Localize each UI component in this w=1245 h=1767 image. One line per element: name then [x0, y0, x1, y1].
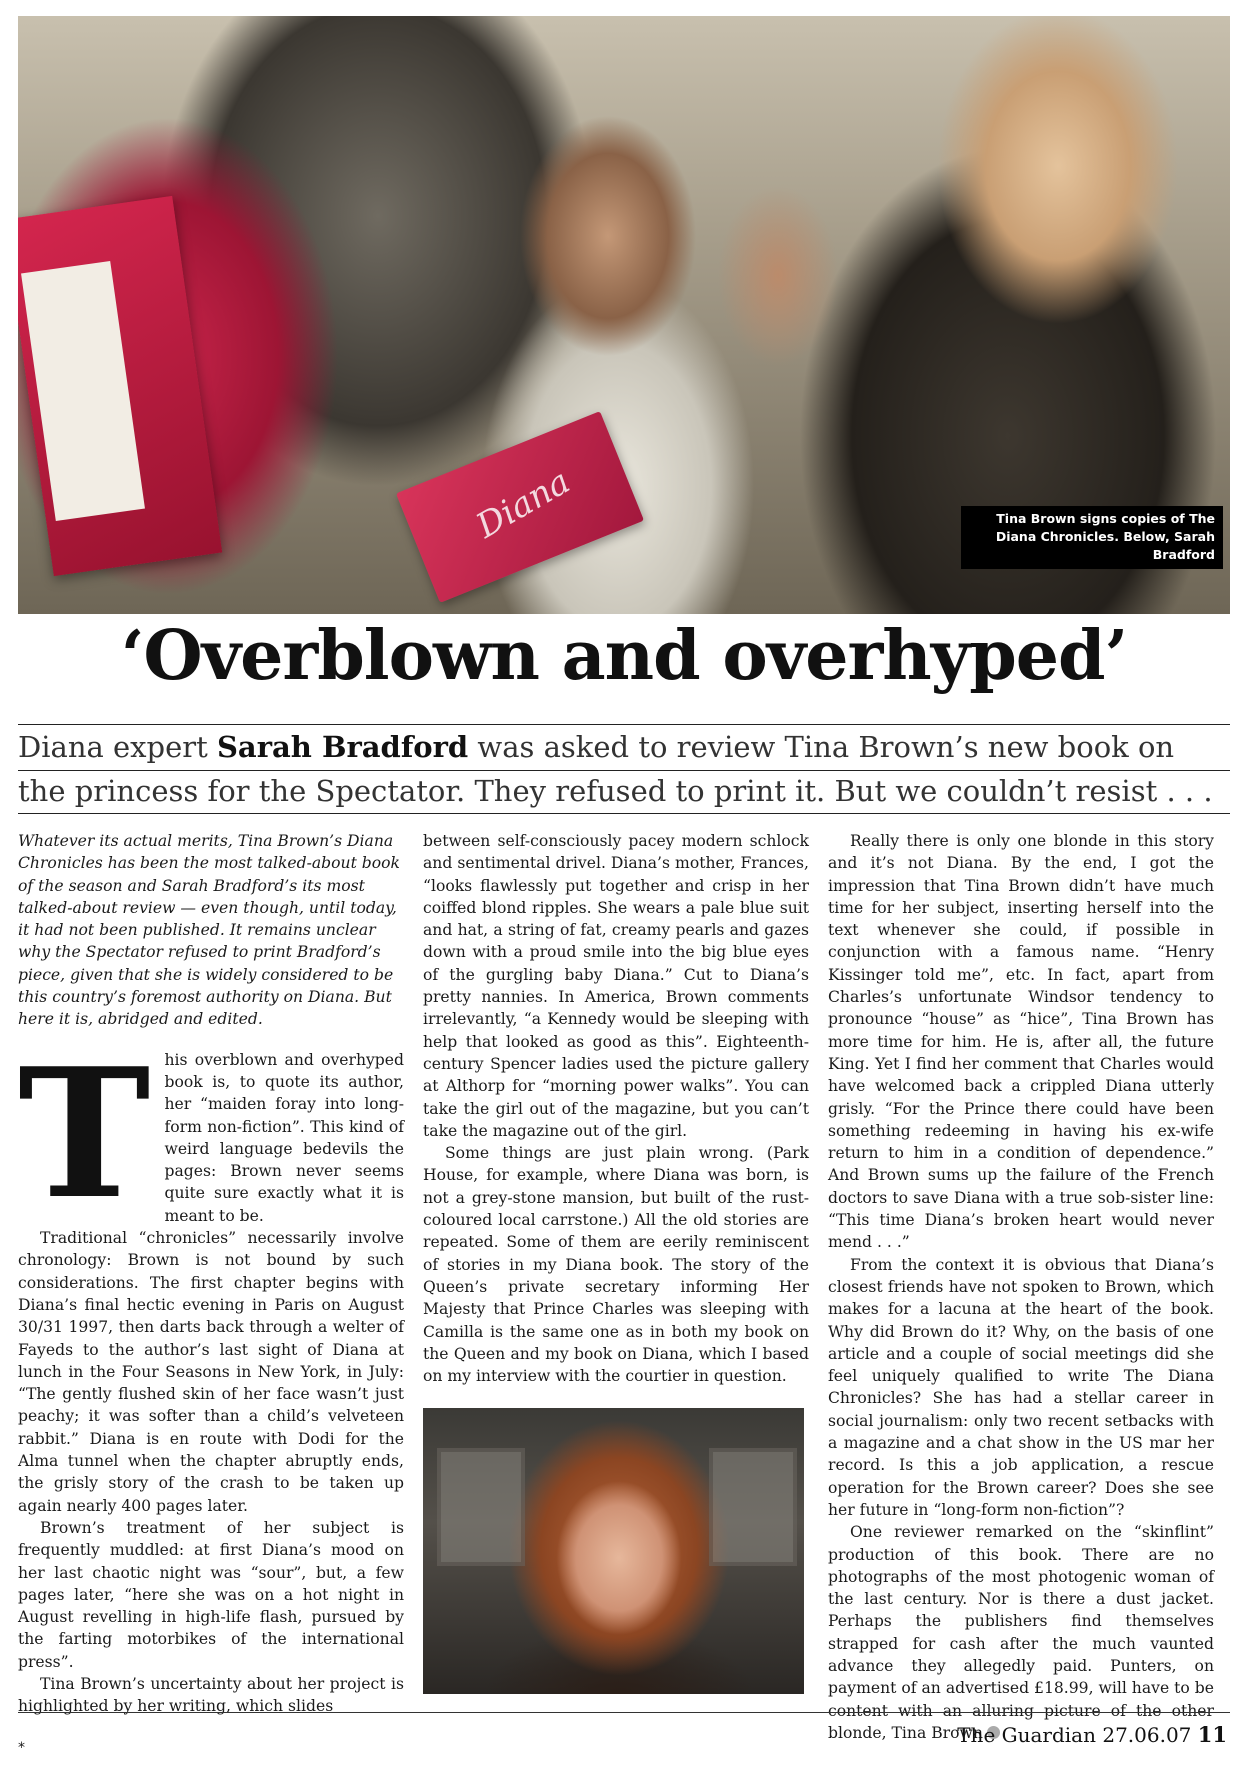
final-paragraph-text: One reviewer remarked on the “skinflint” production of this book. There are no photographs of the most photogenic woman of the last century. Nor is there a dust jacket. Perhaps the publishers find themselves strapped for cash after the much vaunted advance they allegedly paid. Punters, on payment of an advertised £18.99, will have to be content with an alluring picture of the other blonde, Tina Brown	[828, 1523, 1214, 1742]
headline: ‘Overblown and overhyped’	[120, 616, 1128, 696]
article-intro: Whatever its actual merits, Tina Brown’s Diana Chronicles has been the most talked-about book of the season and Sarah Bradford’s its most talked-about review — even though, until today, it had not been published. It remains unclear why the Spectator refused to print Bradford’s piece, given that she is widely considered to be this country’s foremost authority on Diana. But here it is, abridged and edited.	[18, 832, 401, 1029]
page-footer	[957, 1722, 1227, 1747]
article-paragraph: Brown’s treatment of her subject is frequently muddled: at first Diana’s mood on her last chaotic night was “sour”, but, a few pages later, “here she was on a hot night in August revelling in high-life flash, pursued by the farting motorbikes of the international press”.	[18, 1518, 404, 1671]
footer-rule	[18, 1712, 1230, 1713]
article-paragraph: Some things are just plain wrong. (Park House, for example, where Diana was born, is not a grey-stone mansion, but built of the rust-coloured local carrstone.) All the old stories are repeated. Some of them are eerily reminiscent of stories in my Diana book. The story of the Queen’s private secretary informing Her Majesty that Prince Charles was sleeping with Camilla is the same one as in both my book on the Queen and my book on Diana, which I based on my interview with the courtier in question.	[423, 1144, 809, 1386]
background-window	[437, 1448, 525, 1566]
article-column-1	[18, 830, 404, 1718]
footer-mark: *	[18, 1740, 25, 1756]
standfirst-author-name: Sarah Bradford	[216, 730, 469, 764]
publication-date: 27.06.07	[1102, 1723, 1192, 1747]
standfirst-line1-rest: was asked to review Tina Brown’s new book on	[477, 730, 1175, 764]
background-window	[709, 1448, 797, 1566]
article-paragraph: Really there is only one blonde in this story and it’s not Diana. By the end, I got the impression that Tina Brown didn’t have much time for her subject, inserting herself into the text whenever she could, if possible in conjunction with a famous name. “Henry Kissinger told me”, etc. In fact, apart from Charles’s unfortunate Windsor tendency to pronounce “house” as “hice”, Tina Brown has more time for him. He is, after all, the future King. Yet I find her comment that Charles would have welcomed back a crippled Diana utterly grisly. “For the Prince there could have been something redeeming in having his ex-wife return to him in a condition of dependence.” And Brown sums up the failure of the French doctors to save Diana with a true sob-sister line: “This time Diana’s broken heart would never mend . . .”	[828, 832, 1214, 1252]
article-paragraph	[828, 1521, 1214, 1744]
publication-name: The Guardian	[957, 1723, 1096, 1747]
drop-cap: T	[18, 1028, 151, 1238]
standfirst	[18, 724, 1230, 814]
article-paragraph: From the context it is obvious that Diana’s closest friends have not spoken to Brown, which makes for a lacuna at the heart of the book. Why did Brown do it? Why, on the basis of one article and a couple of social meetings did she feel uniquely qualified to write The Diana Chronicles? She has had a stellar career in social journalism: only two recent setbacks with a magazine and a chat show in the US mar her record. Is this a job application, a rescue operation for the Brown career? Does she see her future in “long-form non-fiction”?	[828, 1255, 1214, 1519]
article-paragraph: Traditional “chronicles” necessarily involve chronology: Brown is not bound by such considerations. The first chapter begins with Diana’s final hectic evening in Paris on August 30/31 1997, then darts back through a welter of Fayeds to the author’s last sight of Diana at lunch in the Four Seasons in New York, in July: “The gently flushed skin of her face wasn’t just peachy; it was softer than a child’s velveteen rabbit.” Diana is en route with Dodi for the Alma tunnel when the chapter abruptly ends, the grisly story of the crash to be taken up again nearly 400 pages later.	[18, 1229, 404, 1515]
page-number: 11	[1197, 1722, 1227, 1747]
article-paragraph: between self-consciously pacey modern schlock and sentimental drivel. Diana’s mother, Frances, “looks flawlessly put together and crisp in her coiffed blond ripples. She wears a pale blue suit and hat, a string of fat, creamy pearls and gazes down with a proud smile into the big blue eyes of the gurgling baby Diana.” Cut to Diana’s pretty nannies. In America, Brown comments irrelevantly, “a Kennedy would be sleeping with help that looked as good as this”. Eighteenth-century Spencer ladies used the picture gallery at Althorp for “morning power walks”. You can take the girl out of the magazine, but you can’t take the magazine out of the girl.	[423, 832, 809, 1140]
article-paragraph: Tina Brown’s uncertainty about her project is highlighted by her writing, which slides	[18, 1674, 404, 1716]
photo-caption: Tina Brown signs copies of The Diana Chronicles. Below, Sarah Bradford	[961, 506, 1223, 569]
article-paragraph: his overblown and overhyped book is, to quote its author, her “maiden foray into long-form non-fiction”. This kind of weird language bedevils the pages: Brown never seems quite sure exactly what it is meant to be.	[164, 1050, 404, 1225]
standfirst-text	[18, 725, 1230, 813]
article-column-2	[423, 830, 809, 1387]
book-cover-lettering: Diana	[469, 461, 577, 547]
article-column-3	[828, 830, 1214, 1744]
author-portrait-photo	[423, 1408, 804, 1694]
standfirst-line2: the princess for the Spectator. They refused to print it. But we couldn’t resist . . .	[18, 774, 1213, 808]
hero-photo	[18, 16, 1230, 614]
standfirst-lead: Diana expert	[18, 730, 208, 764]
